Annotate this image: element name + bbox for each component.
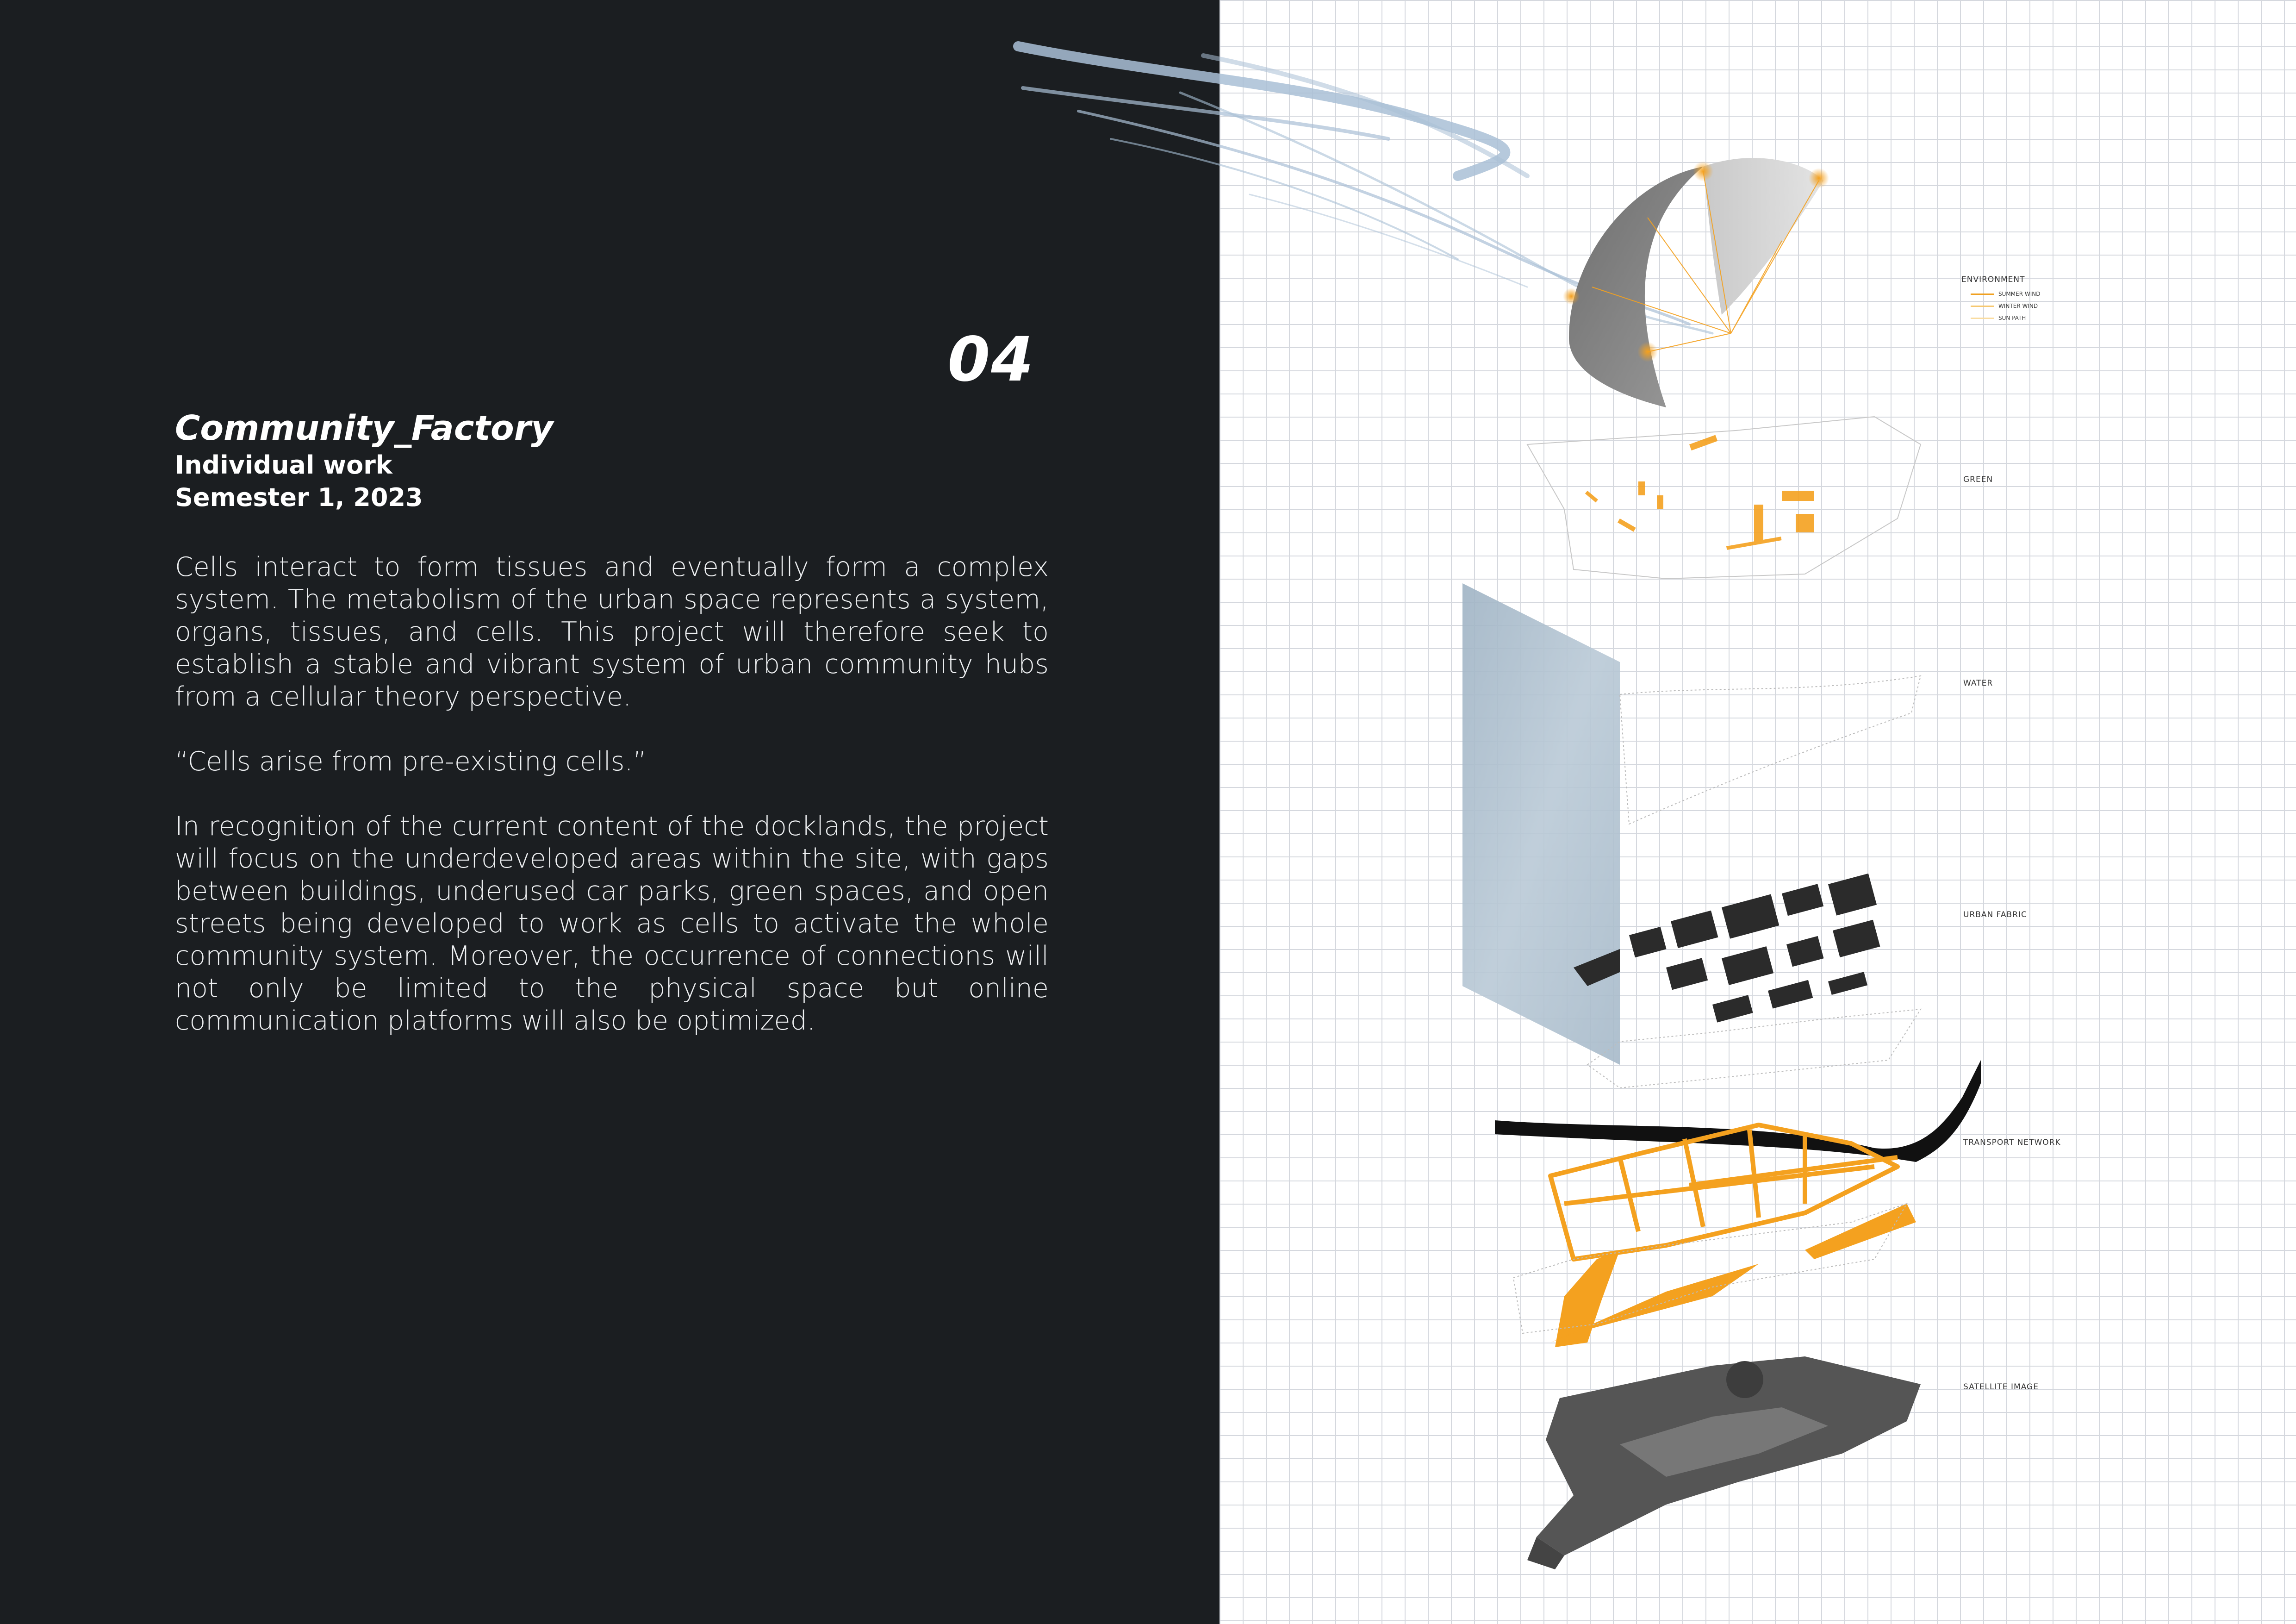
work-type: Individual work <box>175 450 392 480</box>
legend-label: SUMMER WIND <box>1998 291 2041 297</box>
layer-label-transport: TRANSPORT NETWORK <box>1963 1138 2061 1147</box>
legend-title: ENVIRONMENT <box>1961 275 2025 284</box>
semester: Semester 1, 2023 <box>175 483 423 512</box>
project-title: Community_Factory <box>175 408 554 448</box>
legend-item-summer-wind <box>1961 288 2040 300</box>
urban-fabric-layer <box>1574 874 1921 1088</box>
description-paragraph-1: Cells interact to form tissues and eventually form a complex system. The metabolism of the urban space represents a system, organs, tissues, and cells. This project will therefore seek to establish a stable and vibrant system of urban community hubs from a cellular theory perspective. <box>175 552 1049 712</box>
winter-wind-swatch <box>1971 306 1994 307</box>
description-paragraph-2: In recognition of the current content of the docklands, the project will focus on the underdeveloped areas within the site, with gaps between buildings, underused car parks, green spaces, and open streets being developed to work as cells to activate the whole community system. Moreover, the occurrence of connections will not only be limited to the physical space but online communication platforms will also be optimized. <box>175 811 1049 1036</box>
satellite-layer <box>1527 1356 1921 1569</box>
summer-wind-swatch <box>1971 294 1994 295</box>
environment-legend <box>1961 275 2040 324</box>
legend-label: SUN PATH <box>1998 315 2026 321</box>
legend-label: WINTER WIND <box>1998 303 2038 309</box>
water-layer <box>1462 583 1921 1065</box>
sun-path-swatch <box>1971 318 1994 319</box>
transport-layer <box>1495 1060 1981 1347</box>
legend-item-sun-path <box>1961 312 2040 324</box>
green-layer <box>1527 417 1921 579</box>
layer-label-green: GREEN <box>1963 475 1993 484</box>
legend-item-winter-wind <box>1961 300 2040 312</box>
layer-label-satellite: SATELLITE IMAGE <box>1963 1382 2039 1392</box>
environment-sunpath <box>1563 158 1829 407</box>
layer-label-water: WATER <box>1963 679 1993 688</box>
project-number: 04 <box>947 324 1034 395</box>
description-quote: “Cells arise from pre-existing cells.” <box>175 746 647 777</box>
layer-label-urban-fabric: URBAN FABRIC <box>1963 910 2027 919</box>
